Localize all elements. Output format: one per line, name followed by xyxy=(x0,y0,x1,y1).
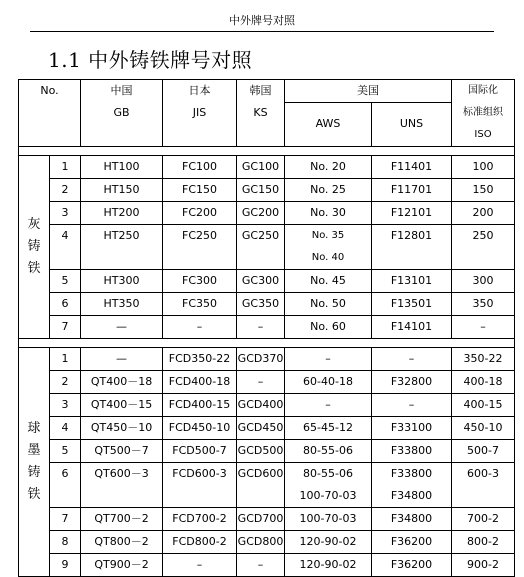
no-cell: 9 xyxy=(50,554,81,577)
aws-value: No. 60 xyxy=(310,320,346,333)
aws-value: 120-90-02 xyxy=(299,558,357,571)
no-cell: 7 xyxy=(50,508,81,531)
no-cell: 3 xyxy=(50,394,81,417)
no-cell: 2 xyxy=(50,371,81,394)
no-cell: 5 xyxy=(50,440,81,463)
iso-cell: 700-2 xyxy=(452,508,515,531)
jis-cell: – xyxy=(163,554,237,577)
iso-cell: 150 xyxy=(452,179,515,202)
gb-cell: QT500－7 xyxy=(81,440,163,463)
uns-cell xyxy=(372,394,452,417)
aws-cell xyxy=(285,156,372,179)
gb-cell: HT200 xyxy=(81,202,163,225)
aws-value: No. 30 xyxy=(310,206,346,219)
aws-value: No. 20 xyxy=(310,160,346,173)
ks-cell: GCD500 xyxy=(237,440,285,463)
table-row xyxy=(19,179,515,202)
ks-cell: GC350 xyxy=(237,293,285,316)
uns-cell xyxy=(372,316,452,339)
gb-cell: — xyxy=(81,348,163,371)
uns-value: F34800 xyxy=(390,489,433,502)
iso-cell: 900-2 xyxy=(452,554,515,577)
aws-cell xyxy=(285,417,372,440)
no-cell: 2 xyxy=(50,179,81,202)
ks-cell: GC150 xyxy=(237,179,285,202)
spacer-cell xyxy=(19,147,515,156)
group-spacer-row xyxy=(19,339,515,348)
uns-cell xyxy=(372,202,452,225)
aws-value: No. 45 xyxy=(310,274,346,287)
table-row xyxy=(19,293,515,316)
uns-cell xyxy=(372,554,452,577)
group-name-char: 墨 xyxy=(27,443,41,458)
jis-cell: FC100 xyxy=(163,156,237,179)
table-row xyxy=(19,440,515,463)
uns-cell xyxy=(372,225,452,270)
no-cell: 1 xyxy=(50,348,81,371)
no-cell: 3 xyxy=(50,202,81,225)
group-name-char: 铁 xyxy=(27,487,41,502)
group-name-char: 灰 xyxy=(27,217,41,232)
no-cell: 5 xyxy=(50,270,81,293)
col-gb-header: 中国 GB xyxy=(81,80,163,147)
ks-cell: GC300 xyxy=(237,270,285,293)
iso-cell: 200 xyxy=(452,202,515,225)
no-cell: 6 xyxy=(50,463,81,508)
gb-cell: QT450－10 xyxy=(81,417,163,440)
uns-cell xyxy=(372,508,452,531)
uns-value: F34800 xyxy=(390,512,433,525)
gb-cell: QT400－18 xyxy=(81,371,163,394)
jis-cell: FC150 xyxy=(163,179,237,202)
table-row xyxy=(19,531,515,554)
gb-cell: QT700－2 xyxy=(81,508,163,531)
no-cell: 7 xyxy=(50,316,81,339)
col-no-header: No. xyxy=(19,80,81,147)
uns-cell xyxy=(372,179,452,202)
aws-cell xyxy=(285,225,372,270)
aws-cell xyxy=(285,348,372,371)
gb-cell: HT150 xyxy=(81,179,163,202)
group-spacer-row xyxy=(19,147,515,156)
table-row xyxy=(19,348,515,371)
ks-cell: GCD800 xyxy=(237,531,285,554)
header-rule xyxy=(30,31,494,32)
aws-value: No. 25 xyxy=(310,183,346,196)
jis-cell: – xyxy=(163,316,237,339)
group-name-char: 铸 xyxy=(27,465,41,480)
iso-cell: 350 xyxy=(452,293,515,316)
gb-cell: QT400－15 xyxy=(81,394,163,417)
group-name-char: 铁 xyxy=(27,261,41,276)
jis-cell: FCD500-7 xyxy=(163,440,237,463)
aws-cell xyxy=(285,440,372,463)
iso-cell: 800-2 xyxy=(452,531,515,554)
uns-value: F36200 xyxy=(390,558,433,571)
table-row xyxy=(19,225,515,270)
group-name-cell xyxy=(19,156,50,339)
iso-cell: 400-15 xyxy=(452,394,515,417)
col-jis-header: 日本 JIS xyxy=(163,80,237,147)
group-name-cell xyxy=(19,348,50,577)
uns-value: F33800 xyxy=(390,467,433,480)
aws-cell xyxy=(285,270,372,293)
uns-cell xyxy=(372,156,452,179)
aws-cell xyxy=(285,316,372,339)
ks-cell: GC100 xyxy=(237,156,285,179)
uns-value: F12801 xyxy=(390,229,433,242)
ks-cell: – xyxy=(237,316,285,339)
uns-cell xyxy=(372,463,452,508)
aws-cell xyxy=(285,179,372,202)
col-us-header: 美国 xyxy=(285,80,452,103)
iso-cell: 350-22 xyxy=(452,348,515,371)
table-row xyxy=(19,202,515,225)
aws-value: 80-55-06 xyxy=(303,467,353,480)
uns-value: F13501 xyxy=(390,297,433,310)
uns-value: – xyxy=(408,398,415,411)
col-uns-header: UNS xyxy=(372,103,452,147)
gb-cell: HT250 xyxy=(81,225,163,270)
gb-cell: HT350 xyxy=(81,293,163,316)
uns-value: F36200 xyxy=(390,535,433,548)
aws-value: 100-70-03 xyxy=(299,489,357,502)
aws-value: 65-45-12 xyxy=(303,421,353,434)
aws-value: 120-90-02 xyxy=(299,535,357,548)
uns-value: F14101 xyxy=(390,320,433,333)
aws-value: 100-70-03 xyxy=(299,512,357,525)
aws-value: – xyxy=(325,398,331,411)
uns-value: F33100 xyxy=(390,421,433,434)
aws-cell xyxy=(285,293,372,316)
ks-cell: GCD370 xyxy=(237,348,285,371)
gb-cell: QT800－2 xyxy=(81,531,163,554)
ks-cell: – xyxy=(237,554,285,577)
ks-cell: GC250 xyxy=(237,225,285,270)
jis-cell: FC250 xyxy=(163,225,237,270)
table-row xyxy=(19,316,515,339)
jis-cell: FC350 xyxy=(163,293,237,316)
uns-cell xyxy=(372,440,452,463)
jis-cell: FCD400-18 xyxy=(163,371,237,394)
uns-value: F12101 xyxy=(390,206,433,219)
aws-value: – xyxy=(325,352,331,365)
uns-value: F33800 xyxy=(390,444,433,457)
ks-cell: GCD450 xyxy=(237,417,285,440)
gb-cell: HT300 xyxy=(81,270,163,293)
table-row xyxy=(19,554,515,577)
aws-cell xyxy=(285,531,372,554)
iso-cell: 300 xyxy=(452,270,515,293)
ks-cell: GCD700 xyxy=(237,508,285,531)
iso-cell: 450-10 xyxy=(452,417,515,440)
iso-cell: – xyxy=(452,316,515,339)
aws-cell xyxy=(285,202,372,225)
uns-cell xyxy=(372,531,452,554)
no-cell: 4 xyxy=(50,417,81,440)
jis-cell: FC200 xyxy=(163,202,237,225)
table-row xyxy=(19,270,515,293)
table-row xyxy=(19,417,515,440)
uns-cell xyxy=(372,293,452,316)
gb-cell: QT600－3 xyxy=(81,463,163,508)
table-row xyxy=(19,394,515,417)
aws-value: No. 35 xyxy=(311,230,345,241)
group-name-char: 铸 xyxy=(27,239,41,254)
uns-cell xyxy=(372,417,452,440)
col-ks-header: 韩国 KS xyxy=(237,80,285,147)
header-row-1 xyxy=(19,80,515,103)
aws-value: 80-55-06 xyxy=(303,444,353,457)
jis-cell: FCD350-22 xyxy=(163,348,237,371)
ks-cell: GCD400 xyxy=(237,394,285,417)
no-cell: 1 xyxy=(50,156,81,179)
jis-cell: FCD450-10 xyxy=(163,417,237,440)
jis-cell: FC300 xyxy=(163,270,237,293)
jis-cell: FCD800-2 xyxy=(163,531,237,554)
iso-cell: 100 xyxy=(452,156,515,179)
aws-value: No. 40 xyxy=(311,252,345,263)
jis-cell: FCD400-15 xyxy=(163,394,237,417)
aws-cell xyxy=(285,508,372,531)
col-iso-header: 国际化 标准组织 ISO xyxy=(452,80,515,147)
uns-value: F13101 xyxy=(390,274,433,287)
table-row xyxy=(19,463,515,508)
section-title: 1.1 中外铸铁牌号对照 xyxy=(48,48,253,72)
ks-cell: GC200 xyxy=(237,202,285,225)
uns-cell xyxy=(372,348,452,371)
spacer-cell xyxy=(19,339,515,348)
table-row xyxy=(19,371,515,394)
aws-cell xyxy=(285,371,372,394)
ks-cell: GCD600 xyxy=(237,463,285,508)
jis-cell: FCD700-2 xyxy=(163,508,237,531)
gb-cell: HT100 xyxy=(81,156,163,179)
aws-cell xyxy=(285,463,372,508)
iso-cell: 500-7 xyxy=(452,440,515,463)
aws-cell xyxy=(285,554,372,577)
no-cell: 8 xyxy=(50,531,81,554)
ks-cell: – xyxy=(237,371,285,394)
group-name-char: 球 xyxy=(27,421,41,436)
aws-cell xyxy=(285,394,372,417)
uns-value: F11701 xyxy=(390,183,433,196)
table-row xyxy=(19,156,515,179)
gb-cell: QT900－2 xyxy=(81,554,163,577)
iso-cell: 250 xyxy=(452,225,515,270)
no-cell: 4 xyxy=(50,225,81,270)
iso-cell: 400-18 xyxy=(452,371,515,394)
table-row xyxy=(19,508,515,531)
jis-cell: FCD600-3 xyxy=(163,463,237,508)
no-cell: 6 xyxy=(50,293,81,316)
running-header: 中外牌号对照 xyxy=(229,14,295,27)
uns-value: F32800 xyxy=(390,375,433,388)
aws-value: No. 50 xyxy=(310,297,346,310)
uns-value: – xyxy=(408,352,415,365)
uns-cell xyxy=(372,371,452,394)
gb-cell: — xyxy=(81,316,163,339)
uns-value: F11401 xyxy=(390,160,433,173)
uns-cell xyxy=(372,270,452,293)
col-aws-header: AWS xyxy=(285,103,372,147)
cast-iron-grade-table xyxy=(18,79,515,577)
iso-cell: 600-3 xyxy=(452,463,515,508)
aws-value: 60-40-18 xyxy=(303,375,353,388)
